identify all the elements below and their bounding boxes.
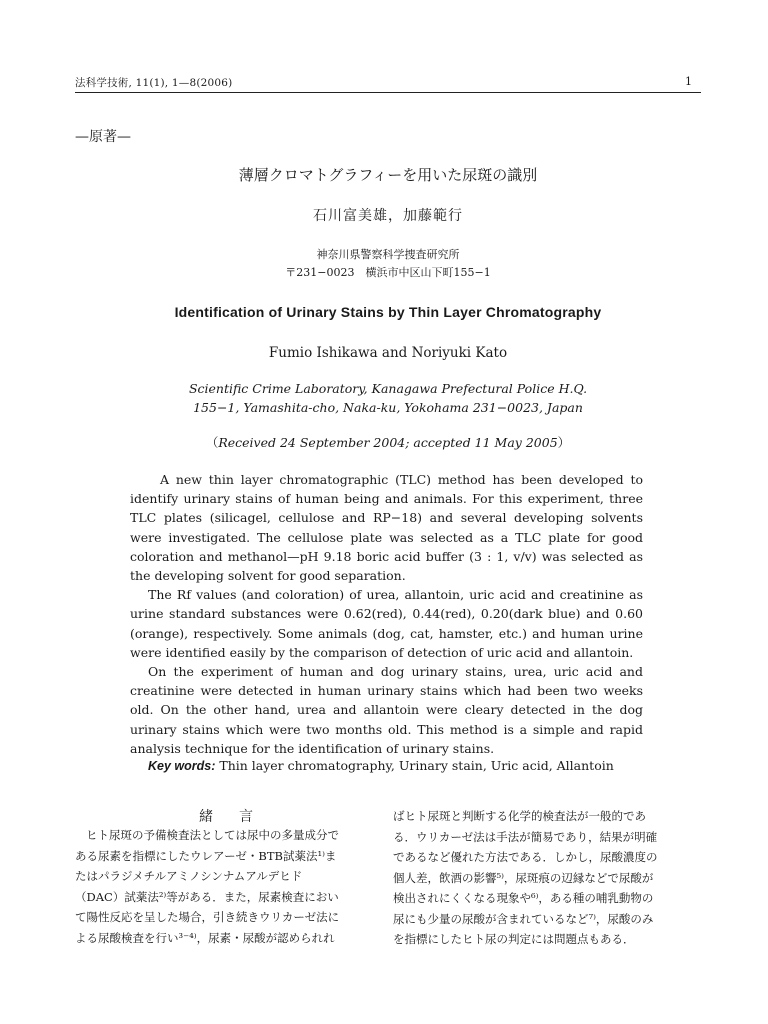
abstract-paragraph-2: The Rf values (and coloration) of urea, allantoin, uric acid and creatinine as urine standard substances were 0.62(red), 0.44(red), 0.20(dark blue) and 0.60 (orange), respectively. Some animals (dog, cat, hamster, etc.) and human urine were identified easily by the comparison of detection of uric acid and allantoin. xyxy=(130,587,643,660)
body-column-left xyxy=(75,825,383,948)
body-line: であるなど優れた方法である．しかし，尿酸濃度の xyxy=(393,850,658,864)
received-close-paren: ） xyxy=(557,435,571,450)
received-open-paren: （ xyxy=(205,435,219,450)
keywords-text: Thin layer chromatography, Urinary stain, Uric acid, Allantoin xyxy=(215,758,614,773)
body-line: 検出されにくくなる現象や⁶⁾，ある種の哺乳動物の xyxy=(393,891,654,905)
body-line: ヒト尿斑の予備検査法としては尿中の多量成分で xyxy=(86,828,339,842)
affiliation-japanese-line1: 神奈川県警察科学捜査研究所 xyxy=(316,248,460,261)
section-heading-introduction: 緒 言 xyxy=(199,809,259,825)
body-line: 尿にも少量の尿酸が含まれているなど⁷⁾，尿酸のみ xyxy=(393,911,654,926)
keywords xyxy=(148,758,614,773)
abstract-paragraph-3: On the experiment of human and dog urinary stains, urea, uric acid and creatinine were detected in human urinary stains which had been two weeks old. On the other hand, urea and allantoin were cleary detected in the dog urinary stains which were two months old. This method is a simple and rapid analysis technique for the identification of urinary stains. xyxy=(130,664,643,756)
received-text: Received 24 September 2004; accepted 11 May 2005 xyxy=(218,435,558,450)
body-line: ある尿素を指標にしたウレアーゼ・BTB試薬法¹⁾ま xyxy=(75,848,337,863)
title-japanese: 薄層クロマトグラフィーを用いた尿斑の識別 xyxy=(238,166,538,184)
body-line: を指標にしたヒト尿の判定には問題点もある． xyxy=(393,932,635,946)
body-line: る．ウリカーゼ法は手法が簡易であり，結果が明確 xyxy=(393,829,658,844)
section-label: —原著— xyxy=(75,129,131,145)
authors-english: Fumio Ishikawa and Noriyuki Kato xyxy=(268,345,508,361)
authors-japanese: 石川富美雄，加藤範行 xyxy=(313,208,463,224)
affiliation-japanese-line2: 〒231−0023 横浜市中区山下町155−1 xyxy=(285,266,491,279)
body-column-right xyxy=(393,806,701,950)
abstract xyxy=(130,470,643,758)
body-line: ばヒト尿斑と判断する化学的検査法が一般的であ xyxy=(393,809,646,823)
body-line: よる尿酸検査を行い³⁻⁴⁾，尿素・尿酸が認められれ xyxy=(75,930,335,945)
abstract-paragraph-1: A new thin layer chromatographic (TLC) method has been developed to identify urinary stains of human being and animals. For this experiment, three TLC plates (silicagel, cellulose and RP−18) and several developing solvents were investigated. The cellulose plate was selected as a TLC plate for good coloration and methanol—pH 9.18 boric acid buffer (3 : 1, v/v) was selected as the developing solvent for good separation. xyxy=(130,472,643,584)
received-dates xyxy=(75,433,701,451)
keywords-label: Key words: xyxy=(148,759,216,773)
body-line: （DAC）試薬法²⁾等がある．また，尿素検査におい xyxy=(75,889,339,904)
body-line: て陽性反応を呈した場合，引き続きウリカーゼ法に xyxy=(75,910,340,924)
title-english: Identification of Urinary Stains by Thin Layer Chromatography xyxy=(174,304,602,320)
affiliation-english-line2: 155−1, Yamashita-cho, Naka-ku, Yokohama 231−0023, Japan xyxy=(193,400,583,415)
journal-citation: 法科学技術, 11(1), 1—8(2006) xyxy=(75,77,233,89)
body-line: 個人差，飲酒の影響⁵⁾，尿斑痕の辺縁などで尿酸が xyxy=(393,870,654,885)
header-divider xyxy=(75,92,701,93)
page-number: 1 xyxy=(685,75,692,88)
affiliation-english-line1: Scientific Crime Laboratory, Kanagawa Prefectural Police H.Q. xyxy=(188,381,588,396)
body-line: たはパラジメチルアミノシンナムアルデヒド xyxy=(75,869,303,883)
